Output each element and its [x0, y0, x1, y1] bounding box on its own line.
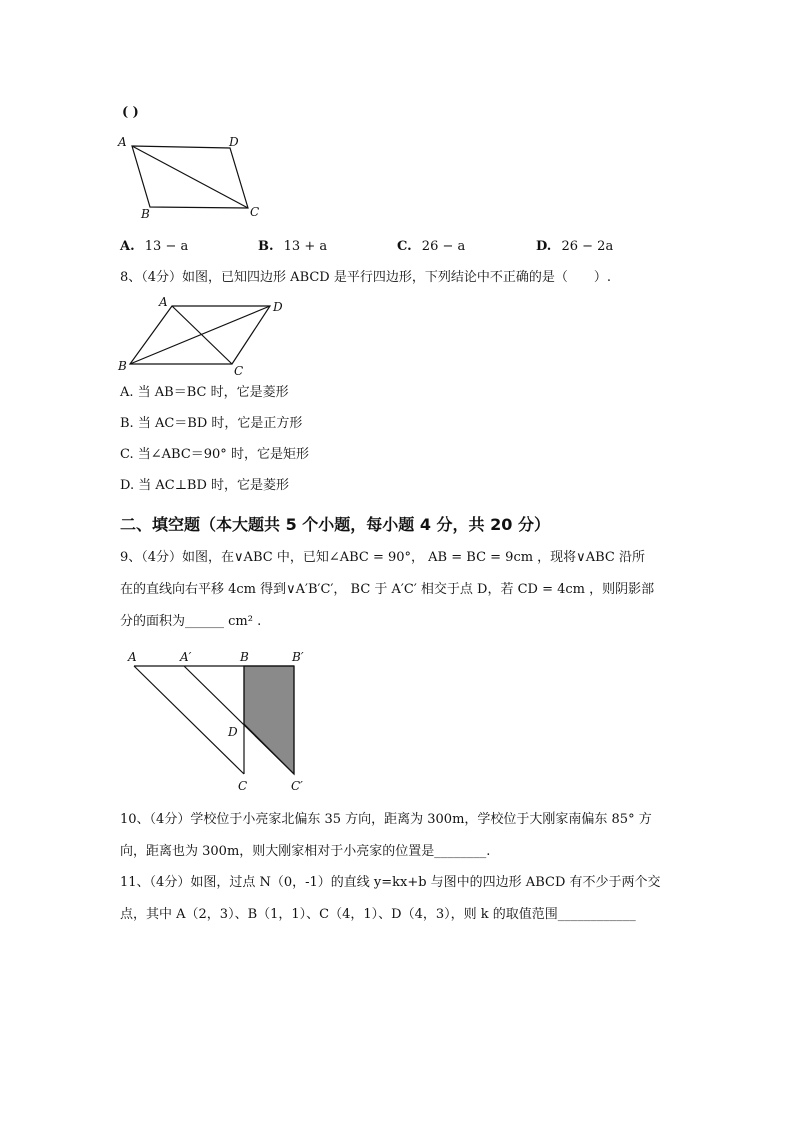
q9-label-c: C [238, 779, 248, 793]
q9-label-b-prime: B′ [292, 650, 304, 664]
q9-label-d: D [228, 725, 238, 739]
q7-option-b-key: B. [258, 239, 274, 254]
q8-option-a: A. 当 AB＝BC 时，它是菱形 [120, 385, 289, 400]
q8-option-b: B. 当 AC＝BD 时，它是正方形 [120, 416, 303, 431]
q7-option-a-text: 13 − a [144, 239, 189, 254]
q8-option-d: D. 当 AC⊥BD 时，它是菱形 [120, 478, 290, 493]
q8-label-a: A [159, 295, 168, 309]
q9-label-a: A [128, 650, 137, 664]
q7-option-a-key: A. [120, 239, 135, 254]
q11-line-1: 11、（4分）如图，过点 N（0，-1）的直线 y=kx+b 与图中的四边形 ABCD 有不少于两个交 [120, 875, 661, 890]
q8-parallelogram-figure [112, 294, 292, 380]
q7-parallelogram-figure [112, 130, 272, 222]
q9-label-c-prime: C′ [291, 779, 303, 793]
q7-option-c-text: 26 − a [421, 239, 466, 254]
q8-option-c: C. 当∠ABC＝90° 时，它是矩形 [120, 447, 309, 462]
q11-line-2: 点，其中 A（2，3）、B（1，1）、C（4，1）、D（4，3），则 k 的取值范围____________ [120, 907, 636, 922]
q8-label-b: B [118, 359, 127, 373]
q9-label-a-prime: A′ [180, 650, 192, 664]
q7-label-c: C [250, 205, 260, 219]
q9-line-1: 9、（4分）如图，在∨ABC 中，已知∠ABC = 90°， AB = BC = 9cm ，现将∨ABC 沿所 [120, 550, 645, 565]
q8-stem: 8、（4分）如图，已知四边形 ABCD 是平行四边形，下列结论中不正确的是（ ）. [120, 270, 611, 285]
q7-answer-paren: ( ) [122, 105, 139, 120]
q9-label-b: B [240, 650, 249, 664]
q10-line-1: 10、（4分）学校位于小亮家北偏东 35 方向，距离为 300m，学校位于大刚家南偏东 85° 方 [120, 812, 652, 827]
q7-label-b: B [141, 207, 150, 221]
q9-translation-figure [118, 646, 318, 794]
q7-option-c [397, 239, 465, 254]
q9-line-3: 分的面积为______ cm² . [120, 614, 262, 629]
q7-option-b-text: 13 + a [283, 239, 328, 254]
q7-option-c-key: C. [397, 239, 412, 254]
q9-shaded-region [244, 666, 294, 774]
q8-label-d: D [273, 300, 283, 314]
q9-line-2: 在的直线向右平移 4cm 得到∨A′B′C′， BC 于 A′C′ 相交于点 D，若 CD = 4cm ，则阴影部 [120, 582, 655, 597]
q7-option-d-key: D. [536, 239, 552, 254]
q7-option-b [258, 239, 327, 254]
section-title: 二、填空题（本大题共 5 个小题，每小题 4 分，共 20 分） [120, 515, 550, 534]
q7-option-d-text: 26 − 2a [561, 239, 614, 254]
q8-label-c: C [234, 364, 244, 378]
q10-line-2: 向，距离也为 300m，则大刚家相对于小亮家的位置是________. [120, 844, 491, 859]
q7-option-a [120, 239, 188, 254]
q7-option-d [536, 239, 613, 254]
q7-label-a: A [118, 135, 127, 149]
q7-label-d: D [229, 135, 239, 149]
